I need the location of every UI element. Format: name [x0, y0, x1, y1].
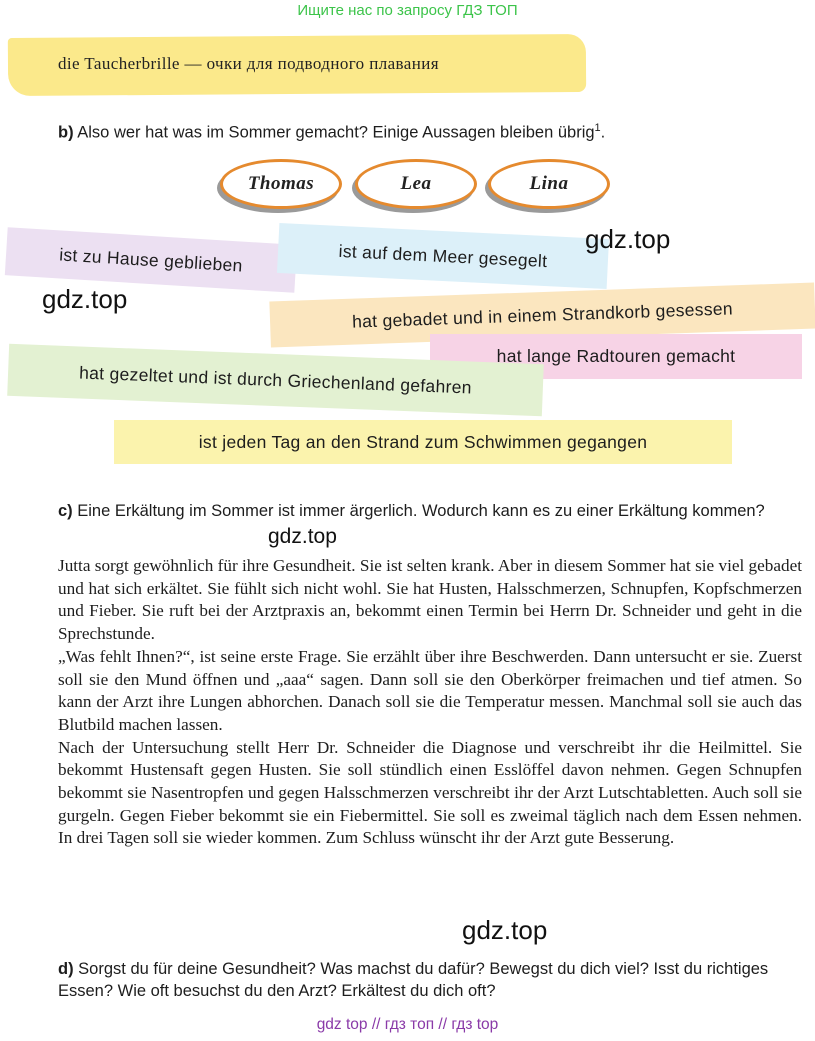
statement-strip-4: hat lange Radtouren gemacht	[430, 334, 802, 379]
watermark-2: gdz.top	[42, 284, 128, 314]
task-c	[58, 500, 802, 522]
task-d-letter: d)	[58, 960, 74, 978]
watermark-3: gdz.top	[268, 525, 337, 548]
watermark-1: gdz.top	[585, 224, 671, 254]
reading-paragraph-3: Nach der Untersuchung stellt Herr Dr. Schneider die Diagnose und verschreibt ihr die Heilmittel. Sie bekommt Hustensaft gegen Husten. Sie soll stündlich einen Esslöffel davon nehmen. Gegen Schnupfen bekommt sie Nasentropfen und gegen Halsschmerzen verschreibt ihr der Arzt Lutschtabletten. Auch soll sie gurgeln. Gegen Fieber bekommt sie ein Fiebermittel. Sie soll es zweimal täglich nach dem Essen nehmen. In drei Tagen soll sie wieder kommen. Zum Schluss wünscht ihr der Arzt gute Besserung.	[58, 737, 802, 848]
reading-paragraph-2: „Was fehlt Ihnen?“, ist seine erste Frage. Sie erzählt über ihre Beschwerden. Dann untersucht er sie. Zuerst soll sie den Mund öffnen und „aaa“ sagen. Dann soll sie den Oberkörper freimachen und tief atmen. So kann der Arzt ihre Lungen abhorchen. Danach soll sie die Temperatur messen. Manchmal soll sie auch das Blutbild machen lassen.	[58, 646, 802, 734]
vocab-note: die Taucherbrille — очки для подводного плавания	[58, 54, 439, 73]
name-oval-lina: Lina	[488, 159, 610, 209]
top-banner[interactable]: Ищите нас по запросу ГДЗ ТОП	[297, 2, 518, 19]
statement-strip-5: hat gezeltet und ist durch Griechenland gefahren	[7, 344, 544, 416]
statement-strip-1: ist zu Hause geblieben	[5, 227, 297, 293]
reading-text	[58, 555, 802, 850]
statement-strip-6: ist jeden Tag an den Strand zum Schwimmen gegangen	[114, 420, 732, 464]
task-c-text: Eine Erkältung im Sommer ist immer ärgerlich. Wodurch kann es zu einer Erkältung kommen?	[77, 502, 765, 520]
name-oval-lea: Lea	[355, 159, 477, 209]
watermark-4: gdz.top	[462, 915, 548, 945]
reading-paragraph-1: Jutta sorgt gewöhnlich für ihre Gesundheit. Sie ist selten krank. Aber in diesem Sommer hat sie viel gebadet und hat sich erkältet. Sie fühlt sich nicht wohl. Sie hat Husten, Halsschmerzen, Schnupfen, Kopfschmerzen und Fieber. Sie ruft bei der Arztpraxis an, bekommt einen Termin bei Herrn Dr. Schneider und geht in die Sprechstunde.	[58, 556, 802, 644]
task-b-text: Also wer hat was im Sommer gemacht? Einige Aussagen bleiben übrig	[77, 123, 595, 142]
task-b-footnote: 1	[594, 122, 601, 134]
task-b	[58, 117, 802, 144]
name-oval-thomas: Thomas	[220, 159, 342, 209]
task-d	[58, 958, 802, 1002]
footer-links[interactable]: gdz top // гдз топ // гдз top	[316, 1016, 499, 1033]
task-b-letter: b)	[58, 123, 74, 142]
statement-strip-2: ist auf dem Meer gesegelt	[277, 223, 609, 289]
task-c-letter: c)	[58, 502, 73, 520]
statement-strip-3: hat gebadet und in einem Strandkorb gesessen	[269, 283, 815, 348]
task-b-end: .	[600, 123, 606, 142]
task-d-text: Sorgst du für deine Gesundheit? Was machst du dafür? Bewegst du dich viel? Isst du richtiges Essen? Wie oft besuchst du den Arzt? Erkältest du dich oft?	[58, 960, 769, 1000]
